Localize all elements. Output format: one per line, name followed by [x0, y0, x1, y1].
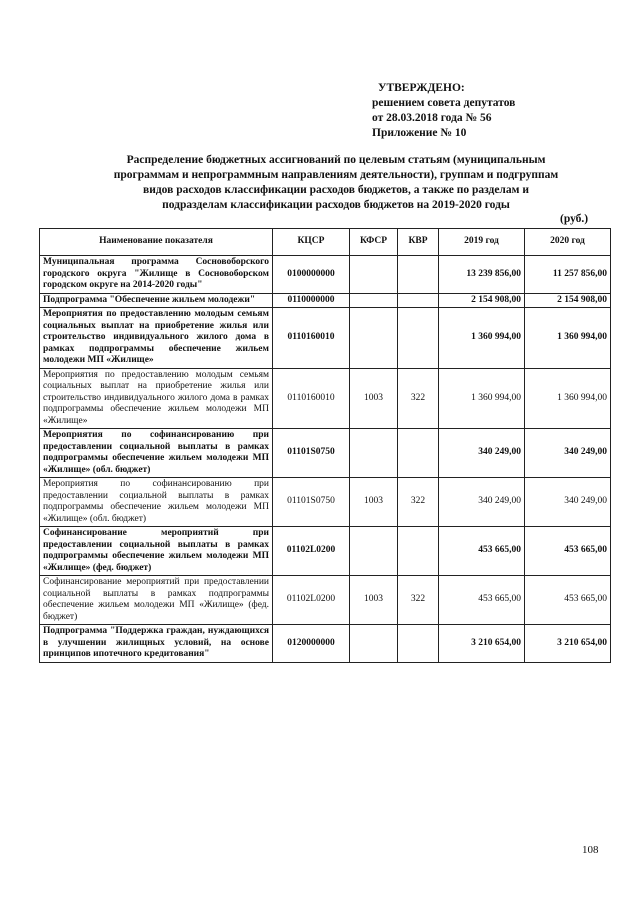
currency-unit: (руб.) — [560, 213, 589, 225]
table-row — [40, 368, 611, 429]
budget-table — [39, 228, 611, 663]
table-row — [40, 429, 611, 478]
row-2020: 1 360 994,00 — [525, 368, 611, 429]
table-row — [40, 293, 611, 308]
row-kfsr — [350, 625, 398, 663]
row-kvr — [398, 429, 439, 478]
table-row — [40, 576, 611, 625]
header-name: Наименование показателя — [40, 229, 273, 256]
row-kfsr — [350, 308, 398, 369]
row-kcsr: 0100000000 — [273, 256, 350, 294]
row-kvr: 322 — [398, 368, 439, 429]
row-2019: 3 210 654,00 — [439, 625, 525, 663]
row-kvr — [398, 527, 439, 576]
table-row — [40, 625, 611, 663]
row-kfsr: 1003 — [350, 576, 398, 625]
title-line-3: видов расходов классификации расходов бюджетов, а также по разделам и — [143, 184, 529, 196]
row-2020: 340 249,00 — [525, 429, 611, 478]
row-kcsr: 0110000000 — [273, 293, 350, 308]
row-kvr — [398, 293, 439, 308]
row-2019: 453 665,00 — [439, 527, 525, 576]
row-kfsr: 1003 — [350, 478, 398, 527]
row-kfsr — [350, 429, 398, 478]
row-name: Подпрограмма "Поддержка граждан, нуждающихся в улучшении жилищных условий, на основе принципов ипотечного кредитования" — [40, 625, 273, 663]
row-name: Мероприятия по предоставлению молодым семьям социальных выплат на приобретение жилья или строительство индивидуального жилого дома в рамках подпрограммы обеспечение жильем молодежи МП «Жилище» — [40, 308, 273, 369]
row-name: Мероприятия по софинансированию при предоставлении социальной выплаты в рамках подпрограммы обеспечение жильем молодежи МП «Жилище» (обл. бюджет) — [40, 478, 273, 527]
row-2020: 453 665,00 — [525, 527, 611, 576]
row-2020: 340 249,00 — [525, 478, 611, 527]
row-2020: 1 360 994,00 — [525, 308, 611, 369]
row-kvr — [398, 625, 439, 663]
row-kfsr — [350, 256, 398, 294]
header-kcsr: КЦСР — [273, 229, 350, 256]
header-2020: 2020 год — [525, 229, 611, 256]
table-header-row — [40, 229, 611, 256]
row-name: Мероприятия по предоставлению молодым семьям социальных выплат на приобретение жилья или строительство индивидуального жилого дома в рамках подпрограммы обеспечение жильем молодежи МП «Жилище» — [40, 368, 273, 429]
table-row — [40, 308, 611, 369]
row-name: Софинансирование мероприятий при предоставлении социальной выплаты в рамках подпрограммы обеспечение жильем молодежи МП «Жилище» (фед. бюджет) — [40, 576, 273, 625]
approval-line-3: Приложение № 10 — [372, 127, 467, 139]
row-name: Муниципальная программа Сосновоборского городского округа "Жилище в Сосновоборском городском округе на 2014-2020 годы" — [40, 256, 273, 294]
row-2019: 2 154 908,00 — [439, 293, 525, 308]
row-kcsr: 01101S0750 — [273, 478, 350, 527]
header-2019: 2019 год — [439, 229, 525, 256]
row-2019: 340 249,00 — [439, 429, 525, 478]
table-row — [40, 527, 611, 576]
row-2020: 11 257 856,00 — [525, 256, 611, 294]
row-kvr — [398, 308, 439, 369]
approval-title: УТВЕРЖДЕНО: — [378, 82, 465, 94]
title-line-2: программам и непрограммным направлениям деятельности), группам и подгруппам — [113, 169, 559, 181]
table-row — [40, 256, 611, 294]
row-name: Мероприятия по софинансированию при предоставлении социальной выплаты в рамках подпрограммы обеспечение жильем молодежи МП «Жилище» (обл. бюджет) — [40, 429, 273, 478]
row-kfsr — [350, 293, 398, 308]
row-kvr: 322 — [398, 576, 439, 625]
row-2020: 453 665,00 — [525, 576, 611, 625]
row-2020: 2 154 908,00 — [525, 293, 611, 308]
header-kfsr: КФСР — [350, 229, 398, 256]
page-number: 108 — [582, 844, 599, 856]
title-line-4: подразделам классификации расходов бюджетов на 2019-2020 годы — [162, 199, 510, 211]
row-kfsr: 1003 — [350, 368, 398, 429]
row-2019: 453 665,00 — [439, 576, 525, 625]
row-kvr: 322 — [398, 478, 439, 527]
row-kcsr: 0120000000 — [273, 625, 350, 663]
approval-line-1: решением совета депутатов — [372, 97, 516, 109]
header-kvr: КВР — [398, 229, 439, 256]
row-kcsr: 01102L0200 — [273, 527, 350, 576]
row-2019: 1 360 994,00 — [439, 368, 525, 429]
row-kvr — [398, 256, 439, 294]
row-kcsr: 01101S0750 — [273, 429, 350, 478]
row-name: Подпрограмма "Обеспечение жильем молодежи" — [40, 293, 273, 308]
row-kcsr: 0110160010 — [273, 368, 350, 429]
row-name: Софинансирование мероприятий при предоставлении социальной выплаты в рамках подпрограммы обеспечение жильем молодежи МП «Жилище» (фед. бюджет) — [40, 527, 273, 576]
approval-line-2: от 28.03.2018 года № 56 — [372, 112, 492, 124]
row-2020: 3 210 654,00 — [525, 625, 611, 663]
row-2019: 1 360 994,00 — [439, 308, 525, 369]
row-2019: 13 239 856,00 — [439, 256, 525, 294]
title-line-1: Распределение бюджетных ассигнований по целевым статьям (муниципальным — [126, 154, 546, 166]
row-kcsr: 01102L0200 — [273, 576, 350, 625]
table-row — [40, 478, 611, 527]
approval-block — [372, 81, 622, 141]
document-title — [70, 153, 602, 213]
row-2019: 340 249,00 — [439, 478, 525, 527]
row-kfsr — [350, 527, 398, 576]
row-kcsr: 0110160010 — [273, 308, 350, 369]
